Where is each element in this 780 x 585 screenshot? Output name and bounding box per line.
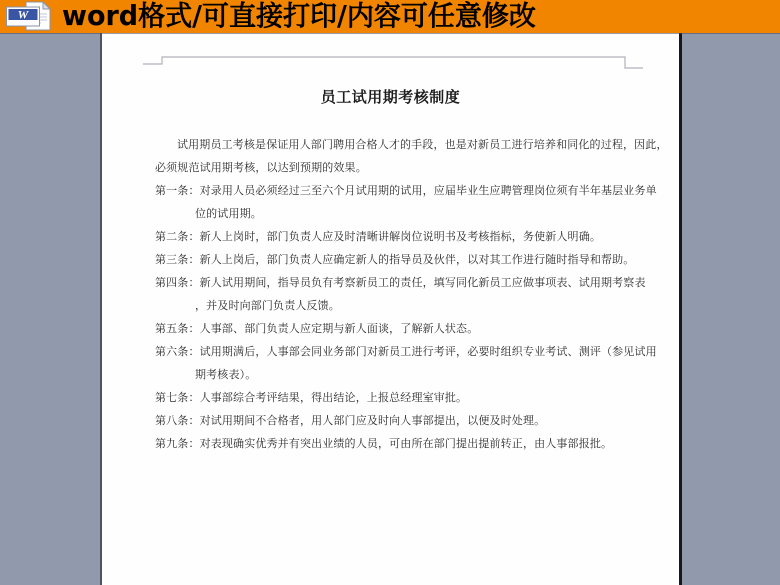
clause-line: 第三条：新人上岗后，部门负责人应确定新人的指导员及伙伴，以对其工作进行随时指导和帮助。 [155, 254, 635, 266]
clause-line: 第四条：新人试用期间，指导员负有考察新员工的责任，填写同化新员工应做事项表、试用期考察表 [155, 277, 646, 289]
promo-banner-text: word格式/可直接打印/内容可任意修改 [62, 0, 536, 33]
paragraph-line: 试用期员工考核是保证用人部门聘用合格人才的手段，也是对新员工进行培养和同化的过程，因此， [177, 139, 668, 151]
clause-line: ，并及时向部门负责人反馈。 [195, 300, 340, 312]
svg-text:W: W [17, 7, 29, 21]
word-document-icon [5, 1, 55, 33]
promo-banner [0, 0, 780, 33]
header-boundary-line [102, 33, 679, 78]
clause-line: 第九条：对表现确实优秀并有突出业绩的人员，可由所在部门提出提前转正，由人事部报批。 [155, 438, 613, 450]
paragraph-line: 必须规范试用期考核，以达到预期的效果。 [155, 162, 367, 174]
clause-line: 第六条：试用期满后，人事部会同业务部门对新员工进行考评，必要时组织专业考试、测评（参见试用 [155, 346, 657, 358]
clause-line: 第五条：人事部、部门负责人应定期与新人面谈，了解新人状态。 [155, 323, 479, 335]
document-title: 员工试用期考核制度 [320, 90, 461, 106]
clause-line: 第八条：对试用期间不合格者，用人部门应及时向人事部提出，以便及时处理。 [155, 415, 546, 427]
clause-line: 第七条：人事部综合考评结果，得出结论，上报总经理室审批。 [155, 392, 468, 404]
clause-line: 期考核表）。 [195, 369, 257, 381]
document-body [155, 134, 668, 456]
clause-line: 第二条：新人上岗时，部门负责人应及时清晰讲解岗位说明书及考核指标，务使新人明确。 [155, 231, 601, 243]
document-page [100, 33, 682, 585]
clause-line: 第一条：对录用人员必须经过三至六个月试用期的试用，应届毕业生应聘管理岗位须有半年基层业务单 [155, 185, 657, 197]
clause-line: 位的试用期。 [195, 208, 262, 220]
